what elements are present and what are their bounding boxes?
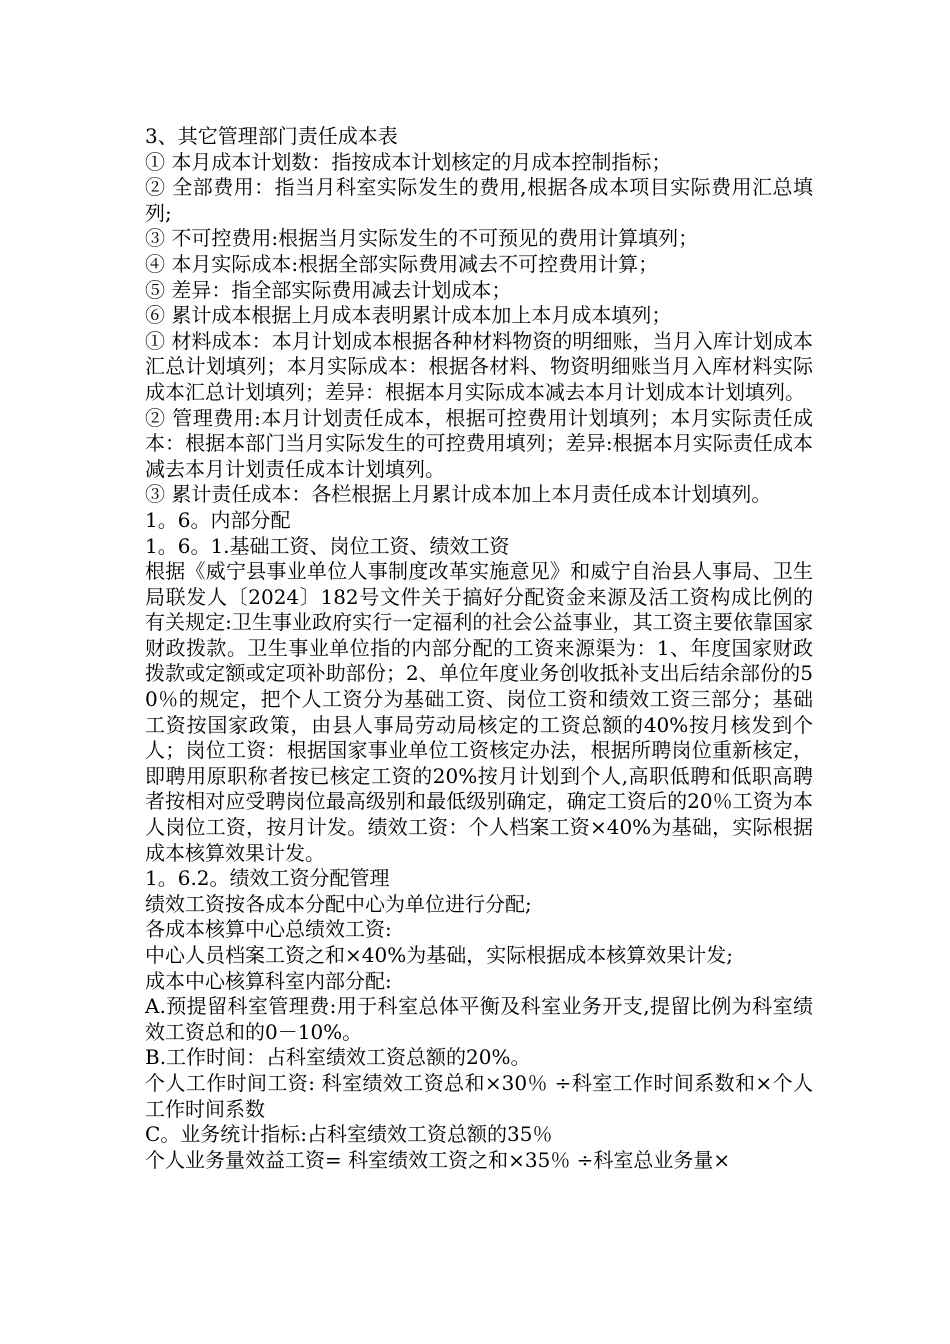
section-heading-internal-distribution: 1。6。内部分配 bbox=[145, 507, 291, 532]
paragraph-center-total-wage: 各成本核算中心总绩效工资: bbox=[145, 917, 392, 942]
paragraph-wage-policy: 根据《威宁县事业单位人事制度改革实施意见》和威宁自治县人事局、卫生局联发人〔2024〕182号文件关于搞好分配资金来源及活工资构成比例的有关规定:卫生事业政府实行一定福利的社会公益事业，其工资主要依靠国家财政拨款。卫生事业单位指的内部分配的工资来源渠为：1、年度国家财政拨款或定额或定项补助部份；2、单位年度业务创收抵补支出后结余部份的50％的规定，把个人工资分为基础工资、岗位工资和绩效工资三部分；基础工资按国家政策，由县人事局劳动局核定的工资总额的40%按月核发到个人；岗位工资：根据国家事业单位工资核定办法，根据所聘岗位重新核定，即聘用原职称者按已核定工资的20%按月计划到个人,高职低聘和低职高聘者按相对应受聘岗位最高级别和最低级别确定，确定工资后的20％工资为本人岗位工资，按月计发。绩效工资：个人档案工资×40%为基础，实际根据成本核算效果计发。 bbox=[145, 559, 813, 865]
paragraph-department-distribution: 成本中心核算科室内部分配: bbox=[145, 968, 392, 993]
list-item-monthly-plan: ① 本月成本计划数：指按成本计划核定的月成本控制指标； bbox=[145, 149, 672, 174]
list-item-total-expenses: ② 全部费用：指当月科室实际发生的费用,根据各成本项目实际费用汇总填列; bbox=[145, 175, 813, 225]
document-body bbox=[145, 124, 813, 1173]
paragraph-business-wage-formula: 个人业务量效益工资= 科室绩效工资之和×35％ ÷科室总业务量× bbox=[145, 1147, 731, 1172]
list-item-management-fee-reserve: A.预提留科室管理费:用于科室总体平衡及科室业务开支,提留比例为科室绩效工资总和的0－10%。 bbox=[145, 994, 813, 1044]
section-heading-performance-wage-management: 1。6.2。绩效工资分配管理 bbox=[145, 866, 390, 891]
list-item-cumulative-cost: ⑥ 累计成本根据上月成本表明累计成本加上本月成本填列； bbox=[145, 303, 672, 328]
list-item-difference: ⑤ 差异：指全部实际费用减去计划成本； bbox=[145, 277, 512, 302]
list-item-business-statistics: C。业务统计指标:占科室绩效工资总额的35％ bbox=[145, 1122, 553, 1147]
paragraph-working-time-formula: 个人工作时间工资: 科室绩效工资总和×30％ ÷科室工作时间系数和×个人工作时间系数 bbox=[145, 1070, 813, 1121]
list-item-uncontrollable-expenses: ③ 不可控费用:根据当月实际发生的不可预见的费用计算填列； bbox=[145, 226, 699, 251]
list-item-management-expenses: ② 管理费用:本月计划责任成本，根据可控费用计划填列；本月实际责任成本：根据本部门当月实际发生的可控费用填列；差异:根据本月实际责任成本减去本月计划责任成本计划填列。 bbox=[145, 405, 813, 481]
list-item-cumulative-responsibility-cost: ③ 累计责任成本：各栏根据上月累计成本加上本月责任成本计划填列。 bbox=[145, 482, 772, 507]
section-heading-wage-types: 1。6。1.基础工资、岗位工资、绩效工资 bbox=[145, 533, 510, 558]
list-item-actual-cost: ④ 本月实际成本:根据全部实际费用减去不可控费用计算； bbox=[145, 251, 659, 276]
section-heading-other-departments: 3、其它管理部门责任成本表 bbox=[145, 124, 398, 148]
paragraph-distribution-unit: 绩效工资按各成本分配中心为单位进行分配; bbox=[145, 891, 532, 916]
paragraph-center-wage-basis: 中心人员档案工资之和×40%为基础，实际根据成本核算效果计发; bbox=[145, 943, 733, 967]
list-item-working-time: B.工作时间：占科室绩效工资总额的20%。 bbox=[145, 1045, 531, 1070]
list-item-material-cost: ① 材料成本：本月计划成本根据各种材料物资的明细账，当月入库计划成本汇总计划填列；本月实际成本：根据各材料、物资明细账当月入库材料实际成本汇总计划填列；差异：根据本月实际成本减去本月计划成本计划填列。 bbox=[145, 328, 813, 404]
